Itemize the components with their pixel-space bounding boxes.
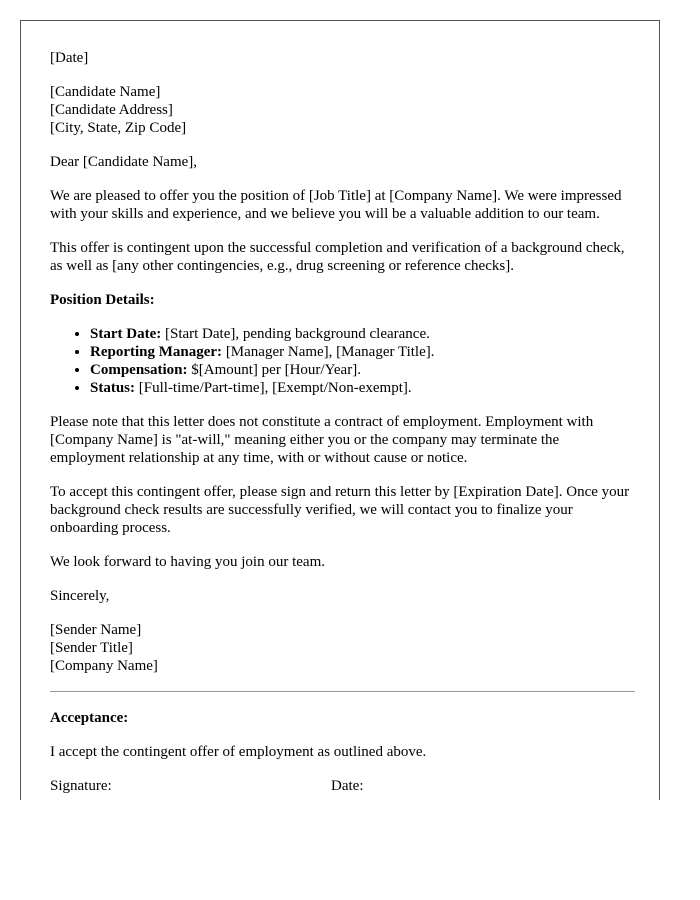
intro-paragraph: We are pleased to offer you the position of [Job Title] at [Company Name]. We were impressed with your skills and experience, and we believe you will be a valuable addition to our team. — [50, 188, 622, 222]
acceptance-heading: Acceptance: — [50, 710, 129, 726]
section-divider — [50, 691, 635, 692]
detail-start-date — [90, 325, 635, 343]
sender-title: [Sender Title] — [50, 640, 133, 656]
detail-label: Compensation: — [90, 362, 188, 378]
letter-page — [20, 20, 660, 800]
candidate-city-state-zip: [City, State, Zip Code] — [50, 120, 187, 136]
letter-body — [50, 49, 635, 795]
salutation: Dear [Candidate Name], — [50, 154, 198, 170]
acceptance-instructions-paragraph: To accept this contingent offer, please sign and return this letter by [Expiration Date]. Once your background check results are successfully verified, we will contact you to finalize your onboarding process. — [50, 484, 630, 536]
detail-reporting-manager — [90, 343, 635, 361]
signoff: Sincerely, — [50, 588, 110, 604]
detail-compensation — [90, 361, 635, 379]
detail-label: Reporting Manager: — [90, 344, 223, 360]
at-will-paragraph: Please note that this letter does not constitute a contract of employment. Employment with [Company Name] is "at-will," meaning either you or the company may terminate the employment relationship at any time, with or without cause or notice. — [50, 414, 594, 466]
letter-date: [Date] — [50, 50, 89, 66]
acceptance-statement: I accept the contingent offer of employment as outlined above. — [50, 744, 427, 760]
detail-status — [90, 379, 635, 397]
position-details-heading: Position Details: — [50, 292, 155, 308]
closing-line: We look forward to having you join our team. — [50, 554, 325, 570]
position-details-list — [50, 325, 635, 397]
detail-value: [Manager Name], [Manager Title]. — [222, 344, 435, 360]
detail-label: Start Date: — [90, 326, 162, 342]
sender-block — [50, 621, 635, 675]
contingency-paragraph: This offer is contingent upon the successful completion and verification of a background check, as well as [any other contingencies, e.g., drug screening or reference checks]. — [50, 240, 625, 274]
detail-label: Status: — [90, 380, 136, 396]
sender-company: [Company Name] — [50, 658, 158, 674]
signature-label: Signature: — [50, 778, 112, 794]
acceptance-date-label: Date: — [331, 778, 364, 794]
signature-row — [50, 777, 635, 795]
detail-value: $[Amount] per [Hour/Year]. — [187, 362, 361, 378]
detail-value: [Start Date], pending background clearance. — [161, 326, 430, 342]
detail-value: [Full-time/Part-time], [Exempt/Non-exempt]. — [135, 380, 412, 396]
candidate-address: [Candidate Address] — [50, 102, 173, 118]
sender-name: [Sender Name] — [50, 622, 142, 638]
candidate-address-block — [50, 83, 635, 137]
candidate-name: [Candidate Name] — [50, 84, 161, 100]
